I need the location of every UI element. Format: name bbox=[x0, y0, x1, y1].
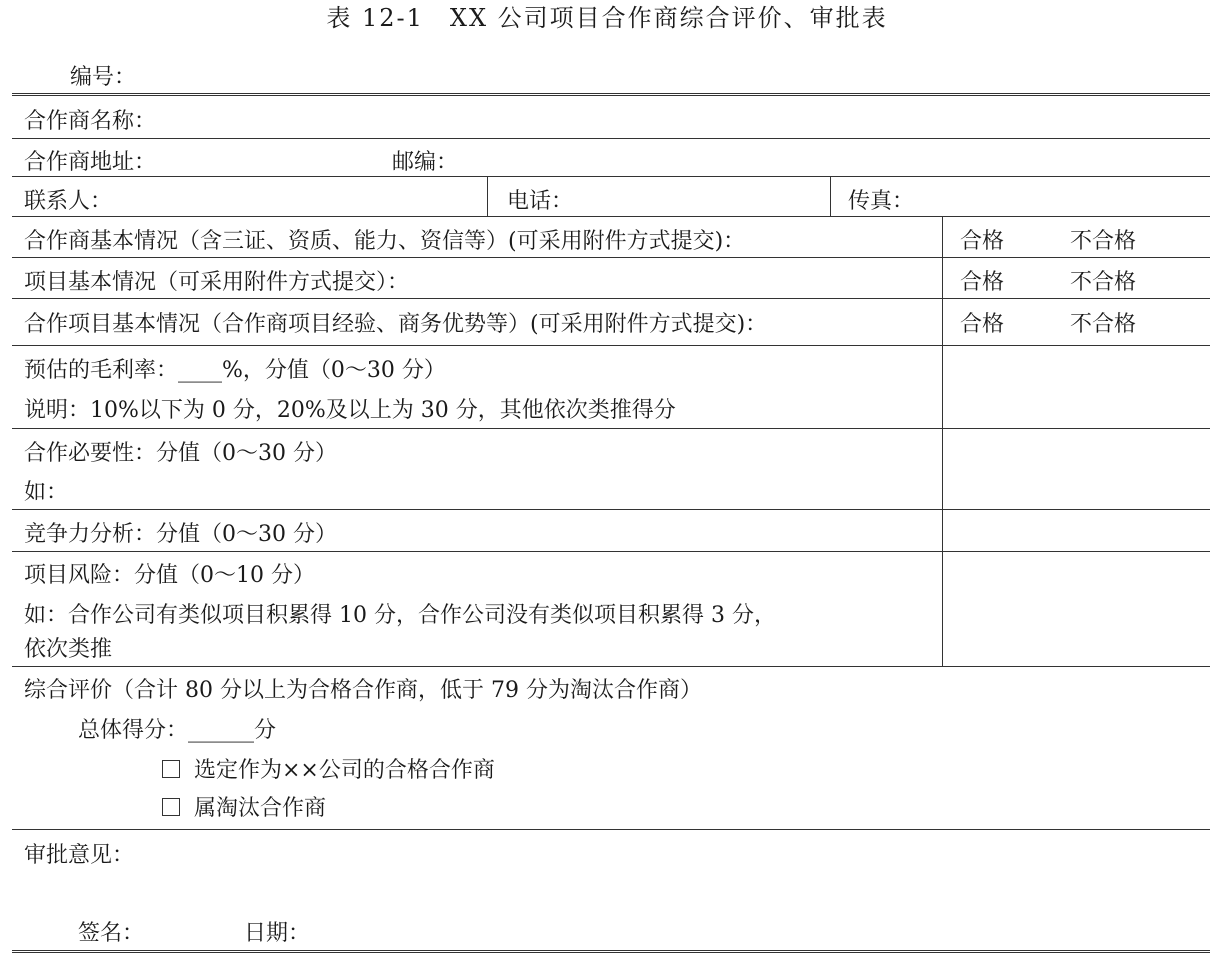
fail-option[interactable]: 不合格 bbox=[1070, 312, 1137, 337]
basic-info-label: 合作商基本情况（含三证、资质、能力、资信等）(可采用附件方式提交)： bbox=[24, 229, 746, 254]
address-row bbox=[12, 138, 1210, 177]
approval-row bbox=[12, 829, 1210, 951]
total-score-field[interactable]: 总体得分：______分 bbox=[78, 718, 277, 743]
risk-example: 如：合作公司有类似项目积累得 10 分，合作公司没有类似项目积累得 3 分， bbox=[24, 603, 776, 628]
margin-note: 说明：10%以下为 0 分，20%及以上为 30 分，其他依次类推得分 bbox=[24, 398, 676, 423]
divider bbox=[942, 510, 943, 552]
option-selected[interactable] bbox=[162, 753, 495, 784]
divider bbox=[942, 346, 943, 429]
necessity-example: 如： bbox=[24, 480, 69, 505]
pass-option[interactable]: 合格 bbox=[960, 229, 1005, 254]
margin-score-label: 预估的毛利率：____%，分值（0～30 分） bbox=[24, 358, 446, 383]
overall-evaluation-title: 综合评价（合计 80 分以上为合格合作商，低于 79 分为淘汰合作商） bbox=[24, 678, 702, 703]
divider bbox=[942, 552, 943, 667]
competitiveness-label: 竞争力分析：分值（0～30 分） bbox=[24, 522, 337, 547]
risk-example-cont: 依次类推 bbox=[24, 637, 113, 662]
fail-option[interactable]: 不合格 bbox=[1070, 270, 1137, 295]
divider bbox=[942, 429, 943, 510]
divider bbox=[487, 177, 488, 217]
pass-option[interactable]: 合格 bbox=[960, 270, 1005, 295]
divider bbox=[942, 217, 943, 258]
margin-row bbox=[12, 345, 1210, 429]
basic-info-row bbox=[12, 216, 1210, 258]
checkbox-icon[interactable] bbox=[162, 760, 180, 778]
signature-label: 签名： bbox=[78, 921, 145, 946]
coop-info-label: 合作项目基本情况（合作商项目经验、商务优势等）(可采用附件方式提交)： bbox=[24, 312, 768, 337]
partner-name-label: 合作商名称： bbox=[24, 109, 157, 134]
contact-row bbox=[12, 176, 1210, 217]
project-info-label: 项目基本情况（可采用附件方式提交）： bbox=[24, 270, 410, 295]
risk-row bbox=[12, 551, 1210, 667]
divider bbox=[830, 177, 831, 217]
option-selected-label: 选定作为××公司的合格合作商 bbox=[194, 758, 495, 783]
date-label: 日期： bbox=[244, 921, 311, 946]
address-label: 合作商地址： bbox=[24, 150, 157, 175]
evaluation-form-table bbox=[12, 93, 1210, 953]
divider bbox=[942, 258, 943, 299]
serial-number-label: 编号： bbox=[70, 65, 137, 90]
postcode-label: 邮编： bbox=[392, 150, 459, 175]
pass-option[interactable]: 合格 bbox=[960, 312, 1005, 337]
project-info-row bbox=[12, 257, 1210, 299]
competitiveness-row bbox=[12, 509, 1210, 552]
fax-label: 传真： bbox=[848, 189, 915, 214]
necessity-score-label: 合作必要性：分值（0～30 分） bbox=[24, 441, 337, 466]
contact-label: 联系人： bbox=[24, 189, 113, 214]
coop-info-row bbox=[12, 298, 1210, 346]
risk-score-label: 项目风险：分值（0～10 分） bbox=[24, 563, 315, 588]
option-eliminated[interactable] bbox=[162, 791, 326, 822]
phone-label: 电话： bbox=[507, 189, 574, 214]
partner-name-row bbox=[12, 96, 1210, 138]
approval-label: 审批意见： bbox=[24, 843, 135, 868]
overall-evaluation-row bbox=[12, 666, 1210, 830]
necessity-row bbox=[12, 428, 1210, 510]
divider bbox=[942, 299, 943, 346]
checkbox-icon[interactable] bbox=[162, 798, 180, 816]
option-eliminated-label: 属淘汰合作商 bbox=[194, 796, 327, 821]
fail-option[interactable]: 不合格 bbox=[1070, 229, 1137, 254]
form-title: 表 12-1 XX 公司项目合作商综合评价、审批表 bbox=[326, 4, 888, 32]
